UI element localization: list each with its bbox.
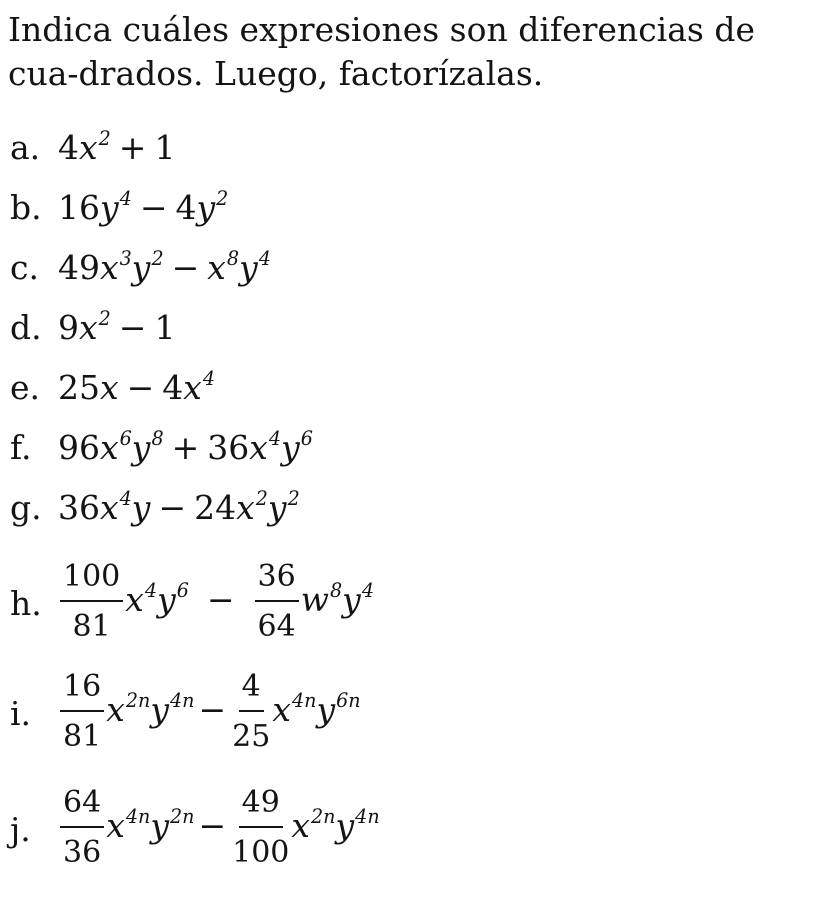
denominator: 25 (232, 719, 271, 754)
expression-i (58, 666, 361, 758)
variable: y (131, 488, 151, 527)
variable: x (272, 690, 291, 729)
fraction (60, 556, 123, 648)
expression-d (58, 308, 175, 348)
variable: x (79, 128, 98, 167)
operator: − (198, 806, 227, 845)
coefficient: 16 (58, 188, 100, 227)
item-label: d. (10, 308, 42, 347)
numerator: 49 (239, 782, 283, 828)
coefficient: 4 (162, 368, 184, 407)
denominator: 81 (63, 719, 102, 754)
item-label: j. (10, 810, 31, 849)
exponent: 4n (291, 688, 317, 712)
variable: x (100, 368, 119, 407)
variable: y (342, 580, 361, 619)
numerator: 36 (255, 556, 299, 602)
coefficient: 4 (175, 188, 197, 227)
constant: 1 (154, 308, 176, 347)
exponent: 8 (226, 246, 240, 270)
variable: y (150, 806, 169, 845)
denominator: 81 (72, 609, 111, 644)
numerator: 64 (60, 782, 104, 828)
operator: − (126, 368, 155, 407)
variable: y (157, 580, 176, 619)
coefficient: 25 (58, 368, 100, 407)
exponent: 6 (119, 426, 132, 450)
expression-e (58, 368, 215, 408)
variable: x (207, 248, 226, 287)
variable: y (335, 806, 355, 845)
operator: + (118, 128, 147, 167)
denominator: 100 (232, 835, 290, 870)
variable: x (183, 368, 202, 407)
coefficient: 36 (58, 488, 100, 527)
expression-b (58, 188, 228, 228)
item-label: e. (10, 368, 41, 407)
fraction (255, 556, 299, 648)
operator: − (171, 248, 200, 287)
numerator: 100 (60, 556, 123, 602)
exponent: 4 (144, 578, 158, 602)
coefficient: 36 (207, 428, 250, 467)
variable: y (131, 248, 151, 287)
constant: 1 (154, 128, 176, 167)
variable: w (300, 580, 329, 619)
exponent: 6 (300, 426, 313, 450)
item-label: h. (10, 584, 42, 623)
exponent: 6n (336, 688, 361, 712)
fraction (232, 666, 270, 758)
exponent: 4n (169, 688, 195, 712)
exponent: 4n (355, 804, 380, 828)
item-label: b. (10, 188, 42, 227)
fraction (60, 666, 104, 758)
exponent: 2n (125, 688, 151, 712)
fraction (232, 782, 289, 874)
coefficient: 49 (58, 248, 100, 287)
operator: − (158, 488, 187, 527)
coefficient: 96 (58, 428, 100, 467)
fraction (60, 782, 104, 874)
operator: + (171, 428, 200, 467)
exponent: 8 (329, 578, 343, 602)
exponent: 8 (151, 426, 164, 450)
variable: x (236, 488, 255, 527)
variable: y (316, 690, 336, 729)
expression-g (58, 488, 300, 528)
variable: x (106, 690, 125, 729)
variable: y (150, 690, 169, 729)
variable: y (239, 248, 258, 287)
exponent: 4n (125, 804, 151, 828)
variable: y (100, 188, 119, 227)
operator: − (206, 580, 235, 619)
operator: − (198, 690, 227, 729)
exponent: 4 (119, 486, 132, 510)
expression-j (58, 782, 380, 874)
exponent: 2n (169, 804, 195, 828)
denominator: 64 (257, 609, 296, 644)
exponent: 2 (255, 486, 268, 510)
variable: x (125, 580, 144, 619)
item-label: c. (10, 248, 39, 287)
variable: x (100, 248, 119, 287)
variable: x (291, 806, 311, 845)
exponent: 4 (258, 246, 271, 270)
exponent: 2 (98, 306, 111, 330)
coefficient: 24 (194, 488, 237, 527)
variable: x (106, 806, 125, 845)
exponent: 2 (98, 126, 111, 150)
operator: − (118, 308, 147, 347)
variable: y (196, 188, 216, 227)
coefficient: 4 (58, 128, 79, 167)
exponent: 4 (268, 426, 282, 450)
item-label: g. (10, 488, 42, 527)
denominator: 36 (63, 835, 102, 870)
expression-c (58, 248, 271, 288)
numerator: 16 (60, 666, 104, 712)
variable: y (267, 488, 287, 527)
operator: − (139, 188, 168, 227)
exponent: 2n (311, 804, 336, 828)
numerator: 4 (239, 666, 264, 712)
variable: x (100, 428, 119, 467)
exponent: 3 (119, 246, 132, 270)
expression-h (58, 556, 374, 648)
exponent: 2 (151, 246, 164, 270)
item-label: f. (10, 428, 32, 467)
coefficient: 9 (58, 308, 79, 347)
variable: x (79, 308, 98, 347)
expression-a (58, 128, 175, 168)
variable: y (131, 428, 151, 467)
exponent: 4 (119, 186, 132, 210)
exponent: 2 (216, 186, 229, 210)
item-label: i. (10, 694, 32, 733)
exponent: 4 (361, 578, 374, 602)
variable: x (249, 428, 268, 467)
variable: x (100, 488, 119, 527)
exponent: 6 (176, 578, 189, 602)
exponent: 2 (287, 486, 300, 510)
expression-f (58, 428, 313, 468)
exponent: 4 (202, 366, 216, 390)
variable: y (281, 428, 300, 467)
item-label: a. (10, 128, 41, 167)
exercise-instructions: Indica cuáles expresiones son diferencias de cua-drados. Luego, factorízalas. (8, 10, 755, 93)
